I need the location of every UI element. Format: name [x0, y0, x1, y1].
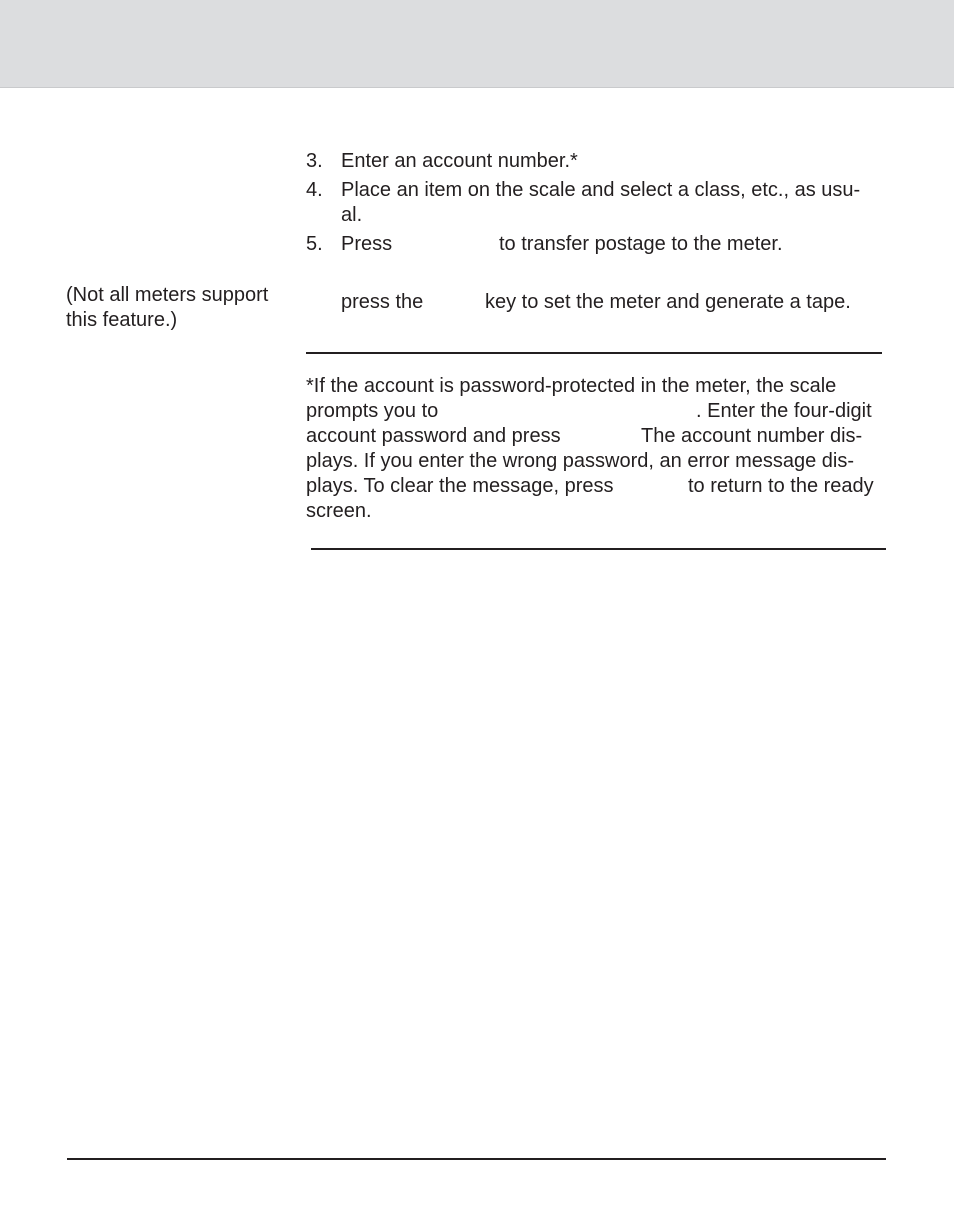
footnote-text: *If the account is password-protected in the meter, the scale: [306, 375, 837, 397]
side-note: (Not all meters support this feature.): [66, 284, 269, 331]
step-text: to transfer postage to the meter.: [499, 233, 783, 255]
footnote-text: . Enter the four-digit: [696, 400, 872, 422]
continuation-text: key to set the meter and generate a tape.: [485, 291, 851, 313]
step-number: 3.: [306, 150, 323, 172]
footnote-text: account password and press: [306, 425, 561, 447]
footnote-text: The account number dis-: [641, 425, 863, 447]
footnote-text: prompts you to: [306, 400, 439, 422]
footnote-bottom-rule: [311, 548, 886, 550]
page-footer-rule: [67, 1158, 886, 1160]
footnote-text: plays. If you enter the wrong password, an error message dis-: [306, 450, 855, 472]
footnote-text: to return to the ready: [688, 475, 874, 497]
footnote-text: screen.: [306, 500, 372, 522]
step-number: 5.: [306, 233, 323, 255]
footnote-top-rule: [306, 352, 882, 354]
step-text: al.: [341, 204, 363, 226]
step-text: Press: [341, 233, 393, 255]
step-number: 4.: [306, 179, 323, 201]
page-header-band: [0, 0, 954, 88]
step-text: Place an item on the scale and select a class, etc., as usu-: [341, 179, 861, 201]
step-text: Enter an account number.*: [341, 150, 578, 172]
footnote-text: plays. To clear the message, press: [306, 475, 614, 497]
continuation-text: press the: [341, 291, 424, 313]
